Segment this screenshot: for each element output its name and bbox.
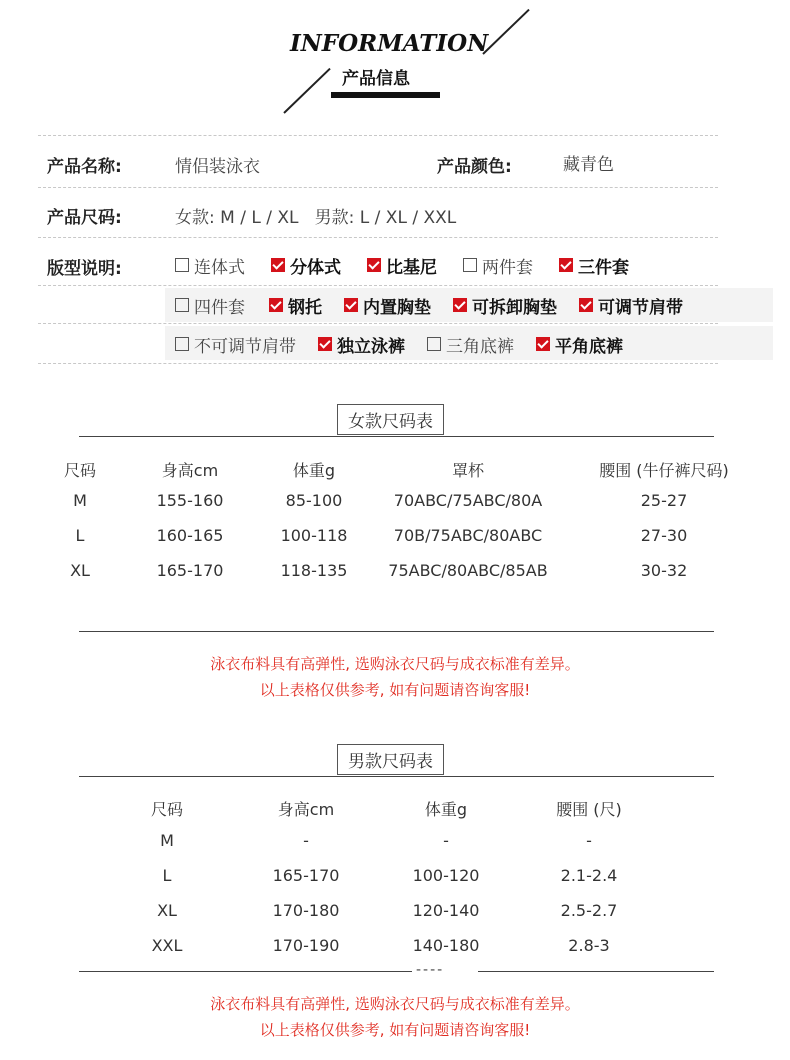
men-table-title: 男款尺码表 xyxy=(337,744,444,775)
size-value: 女款: M / L / XL 男款: L / XL / XXL xyxy=(175,208,457,228)
table-header-cell: 体重g xyxy=(424,800,468,819)
style-option-label: 钢托 xyxy=(288,297,322,318)
table-cell: 155-160 xyxy=(156,491,224,510)
table-header-cell: 尺码 xyxy=(150,800,184,819)
women-note-line-2: 以上表格仅供参考, 如有问题请咨询客服! xyxy=(259,681,531,699)
info-title: INFORMATION xyxy=(290,30,489,57)
checkbox-checked-icon[interactable] xyxy=(318,337,332,351)
style-option-label: 独立泳裤 xyxy=(337,336,405,357)
checkbox-checked-icon[interactable] xyxy=(579,298,593,312)
divider xyxy=(38,135,718,136)
divider xyxy=(38,323,718,324)
table-bottom-line-left xyxy=(79,971,412,972)
style-option[interactable] xyxy=(318,332,405,357)
checkbox-checked-icon[interactable] xyxy=(271,258,285,272)
table-bottom-line xyxy=(79,631,714,632)
style-option[interactable] xyxy=(453,293,557,318)
table-cell: 2.5-2.7 xyxy=(560,901,618,920)
table-bottom-gap-mark: ---- xyxy=(416,962,445,978)
table-cell: - xyxy=(303,831,309,850)
info-underline-bar xyxy=(331,92,440,98)
style-option[interactable] xyxy=(559,253,629,278)
table-cell: 100-120 xyxy=(412,866,480,885)
table-cell: XXL xyxy=(151,936,183,955)
size-label: 产品尺码: xyxy=(47,208,122,228)
checkbox-empty-icon[interactable] xyxy=(463,258,477,272)
table-cell: - xyxy=(586,831,592,850)
table-header-cell: 腰围 (尺) xyxy=(556,800,622,819)
divider xyxy=(38,285,718,286)
table-cell: 85-100 xyxy=(285,491,343,510)
table-cell: 120-140 xyxy=(412,901,480,920)
table-cell: 165-170 xyxy=(272,866,340,885)
style-options-row-2 xyxy=(175,287,683,323)
style-option[interactable] xyxy=(536,332,623,357)
color-value: 藏青色 xyxy=(563,155,614,175)
checkbox-checked-icon[interactable] xyxy=(269,298,283,312)
table-cell: 170-190 xyxy=(272,936,340,955)
checkbox-empty-icon[interactable] xyxy=(175,258,189,272)
style-options-row-3 xyxy=(175,326,623,362)
style-option-label: 可调节肩带 xyxy=(598,297,683,318)
style-option[interactable] xyxy=(579,293,683,318)
table-cell: 2.1-2.4 xyxy=(560,866,618,885)
table-cell: 75ABC/80ABC/85AB xyxy=(388,561,548,580)
table-header-cell: 腰围 (牛仔裤尺码) xyxy=(599,461,729,480)
table-cell: L xyxy=(162,866,172,885)
table-cell: M xyxy=(73,491,87,510)
style-option[interactable] xyxy=(175,253,245,278)
table-cell: 70B/75ABC/80ABC xyxy=(393,526,543,545)
header-slash-top xyxy=(482,9,529,55)
table-header-cell: 体重g xyxy=(292,461,336,480)
table-top-line xyxy=(79,436,714,437)
men-note-line-1: 泳衣布料具有高弹性, 选购泳衣尺码与成衣标准有差异。 xyxy=(210,995,580,1013)
style-option[interactable] xyxy=(269,293,322,318)
style-option[interactable] xyxy=(427,332,514,357)
checkbox-empty-icon[interactable] xyxy=(175,337,189,351)
table-cell: 27-30 xyxy=(640,526,688,545)
table-cell: 140-180 xyxy=(412,936,480,955)
info-subtitle: 产品信息 xyxy=(342,69,410,89)
table-cell: 2.8-3 xyxy=(568,936,610,955)
divider xyxy=(38,237,718,238)
table-cell: 165-170 xyxy=(156,561,224,580)
style-option-label: 四件套 xyxy=(194,297,245,318)
style-options-row-1 xyxy=(175,247,629,283)
style-option[interactable] xyxy=(463,253,533,278)
divider xyxy=(38,363,718,364)
table-cell: 25-27 xyxy=(640,491,688,510)
style-option-label: 可拆卸胸垫 xyxy=(472,297,557,318)
style-option-label: 不可调节肩带 xyxy=(194,336,296,357)
style-option[interactable] xyxy=(344,293,431,318)
header-slash-bottom xyxy=(283,68,330,114)
table-header-cell: 尺码 xyxy=(63,461,97,480)
style-label: 版型说明: xyxy=(47,259,122,279)
style-option[interactable] xyxy=(175,332,296,357)
table-cell: 118-135 xyxy=(280,561,348,580)
checkbox-checked-icon[interactable] xyxy=(453,298,467,312)
divider xyxy=(38,187,718,188)
table-top-line xyxy=(79,776,714,777)
table-cell: M xyxy=(160,831,174,850)
table-cell: XL xyxy=(157,901,177,920)
women-table-title: 女款尺码表 xyxy=(337,404,444,435)
style-option-label: 连体式 xyxy=(194,257,245,278)
table-cell: 170-180 xyxy=(272,901,340,920)
color-label: 产品颜色: xyxy=(437,157,512,177)
table-header-cell: 罩杯 xyxy=(451,461,485,480)
checkbox-checked-icon[interactable] xyxy=(559,258,573,272)
table-cell: XL xyxy=(70,561,90,580)
men-note-line-2: 以上表格仅供参考, 如有问题请咨询客服! xyxy=(259,1021,531,1039)
name-value: 情侣装泳衣 xyxy=(175,157,260,177)
table-header-cell: 身高cm xyxy=(161,461,219,480)
checkbox-checked-icon[interactable] xyxy=(344,298,358,312)
style-option-label: 分体式 xyxy=(290,257,341,278)
table-cell: 100-118 xyxy=(280,526,348,545)
name-label: 产品名称: xyxy=(47,157,122,177)
table-header-cell: 身高cm xyxy=(277,800,335,819)
style-option[interactable] xyxy=(175,293,245,318)
checkbox-empty-icon[interactable] xyxy=(175,298,189,312)
checkbox-empty-icon[interactable] xyxy=(427,337,441,351)
style-option-label: 内置胸垫 xyxy=(363,297,431,318)
table-cell: 160-165 xyxy=(156,526,224,545)
style-option[interactable] xyxy=(367,253,437,278)
style-option-label: 三件套 xyxy=(578,257,629,278)
table-bottom-line-right xyxy=(478,971,714,972)
table-cell: 70ABC/75ABC/80A xyxy=(393,491,543,510)
style-option-label: 两件套 xyxy=(482,257,533,278)
style-option[interactable] xyxy=(271,253,341,278)
style-option-label: 平角底裤 xyxy=(555,336,623,357)
women-note-line-1: 泳衣布料具有高弹性, 选购泳衣尺码与成衣标准有差异。 xyxy=(210,655,580,673)
table-cell: L xyxy=(75,526,85,545)
checkbox-checked-icon[interactable] xyxy=(536,337,550,351)
checkbox-checked-icon[interactable] xyxy=(367,258,381,272)
style-option-label: 比基尼 xyxy=(386,257,437,278)
table-cell: 30-32 xyxy=(640,561,688,580)
table-cell: - xyxy=(443,831,449,850)
style-option-label: 三角底裤 xyxy=(446,336,514,357)
